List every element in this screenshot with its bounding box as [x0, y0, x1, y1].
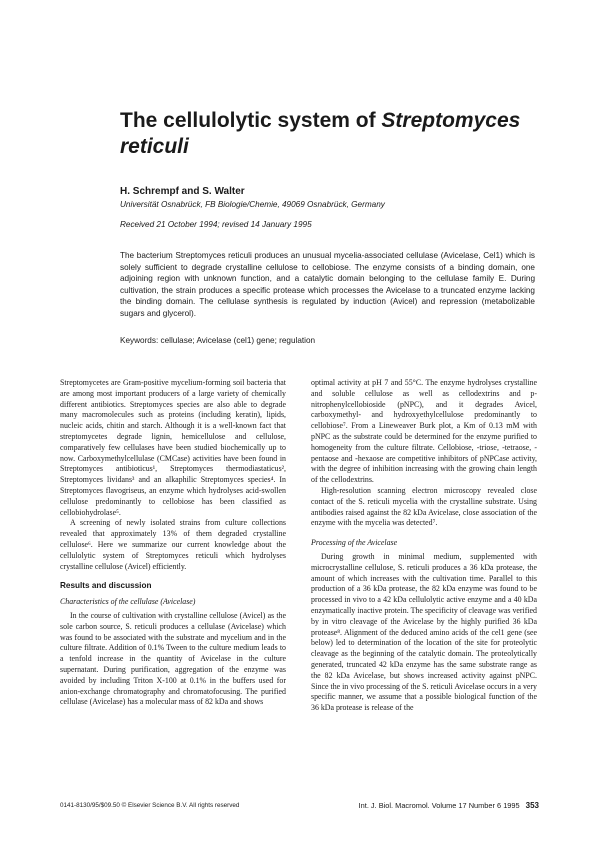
keywords-label: Keywords:: [120, 336, 159, 345]
body-paragraph: During growth in minimal medium, supplemented with microcrystalline cellulose, S. reticuli produces a 36 kDa protease, the amount of which increases with the cultivation time. Parallel to this production of a 36 kDa protease, the 82 kDa enzyme was found to be processed in vivo to a 42 kDa cellulolytic active enzyme and a 40 kDa enzymatically inactive protein. The specificity of cleavage was verified by in vitro cleavage of the Avicelase by the highly purified 36 kDa protease⁸. Alignment of the deduced amino acids of the cel1 gene (see below) led to determination of the location of the site for proteolytic cleavage as the beginning of the catalytic domain. The proteolytically generated, truncated 42 kDa enzyme has the same substrate range as the 82 kDa Avicelase, but shows increased activity against pNPC. Since the in vivo processing of the S. reticuli Avicelase occurs in a very specific manner, we assume that a possible biological function of the 36 kDa protease is release of the: [311, 551, 537, 713]
title-prefix: The cellulolytic system of: [120, 109, 382, 132]
copyright-line: 0141-8130/95/$09.50 © Elsevier Science B.V. All rights reserved: [60, 802, 240, 809]
section-heading: Results and discussion: [60, 581, 152, 591]
keywords-text: cellulase; Avicelase (cel1) gene; regulation: [160, 336, 316, 345]
title-species: reticuli: [120, 135, 189, 158]
affiliation: Universität Osnabrück, FB Biologie/Chemie, 49069 Osnabrück, Germany: [120, 200, 385, 209]
body-paragraph: Streptomycetes are Gram-positive mycelium-forming soil bacteria that are among most important producers of a large variety of chemically different antibiotics. Streptomyces species are also able to degrade many macromolecules such as proteins (including keratin), lipids, nucleic acids, chitin and starch. Although it is a well-known fact that streptomycetes degrade lignin, hemicellulose and cellulose, comparatively few cellulases have been studied biochemically up to now. Carboxymethylcellulase (CMCase) activities have been found in Streptomyces antibioticus¹, Streptomyces thermodiastaticus², Streptomyces lividans³ and an alkaphilic Streptomyces species⁴. In Streptomyces flavogriseus, an enzyme which hydrolyses acid-swollen cellulose predominantly to cellobiose has been classified as cellobiohydrolase⁵.: [60, 378, 286, 517]
abstract: The bacterium Streptomyces reticuli produces an unusual mycelia-associated cellulase (Avicelase, Cel1) which is solely sufficient to degrade crystalline cellulose to cellobiose. The enzyme consists of a binding domain, one adjoining region with unknown function, and a catalytic domain belonging to the cellulase family E. During cultivation, the strain produces a specific protease which processes the Avicelase to a truncated enzyme lacking the binding domain. The cellulase synthesis is regulated by induction (Avicel) and repression (metabolizable sugars and glycerol).: [120, 251, 535, 318]
body-paragraph: optimal activity at pH 7 and 55°C. The enzyme hydrolyses crystalline and soluble cellulose as well as cellodextrins and p-nitrophenylcellobioside (pNPC), and it degrades Avicel, carboxymethyl- and hydroxyethylcellulose predominantly to cellobiose⁷. From a Lineweaver Burk plot, a Km of 0.13 mM with pNPC as the substrate could be determined for the enzyme purified to homogeneity from the culture filtrate. Cellobiose, -triose, -tetraose, -pentaose and -hexaose are competitive inhibitors of pNPCase activity, with the degree of inhibition increasing with the growing chain length of the cellodextrins.: [311, 378, 537, 485]
journal-citation: Int. J. Biol. Macromol. Volume 17 Number 6 1995: [358, 801, 520, 810]
body-paragraph: In the course of cultivation with crystalline cellulose (Avicel) as the sole carbon source, S. reticuli produces a cellulase (Avicelase) which was found to be associated with the substrate and mycelium and in the culture filtrate. Addition of 0.1% Tween to the culture medium leads to a tenfold increase in the quantity of Avicelase in the culture supernatant. During purification, aggregation of the enzyme was avoided by including Triton X-100 at 0.1% in the buffers used for anion-exchange chromatography and chromatofocusing. The purified cellulase (Avicelase) has a molecular mass of 82 kDa and shows: [60, 610, 286, 707]
body-paragraph: High-resolution scanning electron microscopy revealed close contact of the S. reticuli mycelia with the crystalline substrate. Using antibodies raised against the 82 kDa Avicelase, close association of the enzyme with the mycelia was detected⁷.: [311, 485, 537, 528]
journal-footer: [311, 801, 539, 810]
keywords: [120, 336, 535, 345]
authors: H. Schrempf and S. Walter: [120, 186, 245, 197]
page-number: 353: [525, 801, 539, 810]
left-column: [60, 378, 286, 708]
received-dates: Received 21 October 1994; revised 14 January 1995: [120, 220, 312, 229]
subsection-heading: Characteristics of the cellulase (Avicelase): [60, 597, 196, 607]
article-title: [120, 108, 540, 160]
right-column: [311, 378, 537, 714]
title-genus: Streptomyces: [381, 109, 521, 132]
subsection-heading: Processing of the Avicelase: [311, 538, 398, 548]
body-paragraph: A screening of newly isolated strains from culture collections revealed that approximately 13% of them degraded crystalline cellulose⁶. Here we summarize our current knowledge about the cellulolytic system of Streptomyces reticuli which hydrolyses crystalline cellulose (Avicel) efficiently.: [60, 518, 286, 571]
